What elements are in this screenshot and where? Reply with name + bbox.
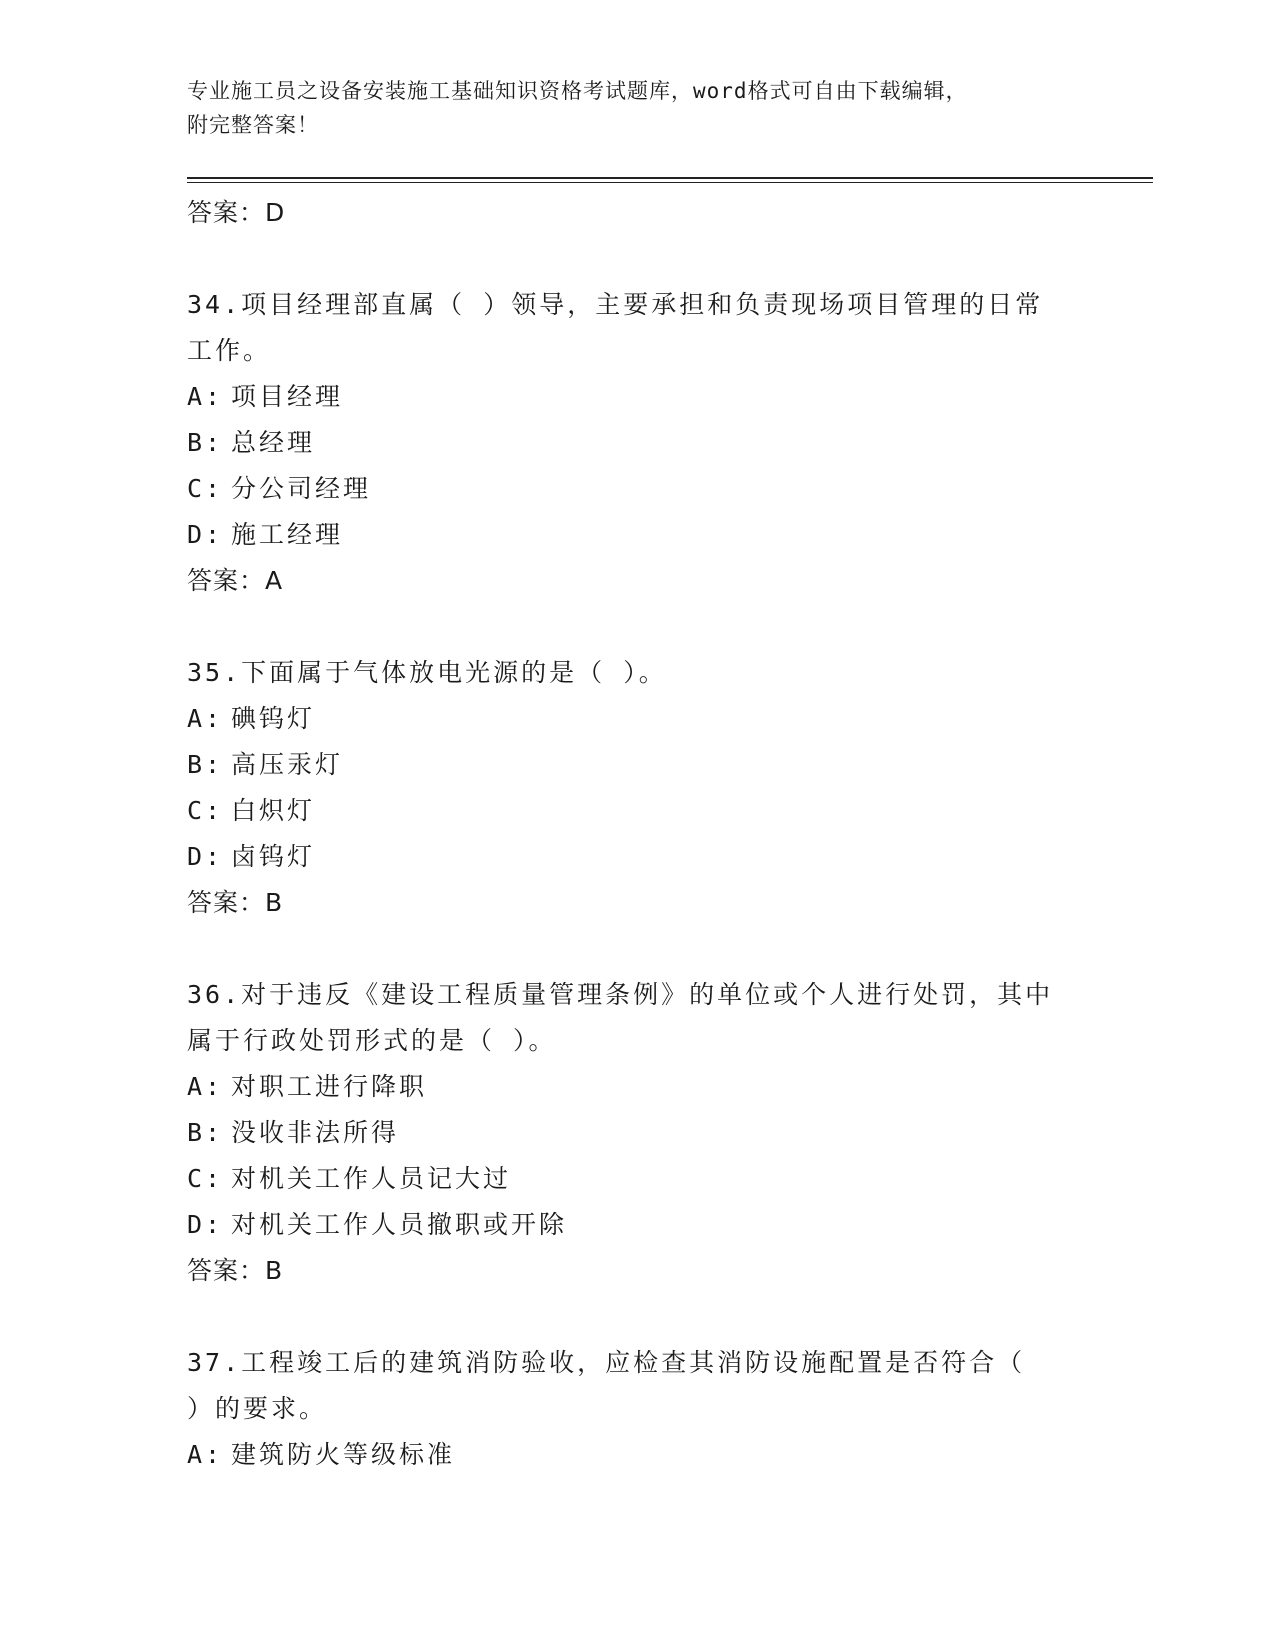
option-key: D:: [187, 842, 224, 871]
option-key: A:: [187, 1072, 224, 1101]
option-key: A:: [187, 382, 224, 411]
question-34: [187, 282, 1107, 604]
question-stem: [187, 972, 1107, 1064]
question-stem-line-2: ）的要求。: [187, 1394, 328, 1423]
option-text: 白炽灯: [231, 796, 316, 825]
option-text: 总经理: [231, 428, 316, 457]
option-c: [187, 1156, 1107, 1202]
option-key: C:: [187, 1164, 224, 1193]
question-37: [187, 1340, 1107, 1478]
option-b: [187, 1110, 1107, 1156]
option-d: [187, 512, 1107, 558]
answer-q34: 答案：A: [187, 566, 284, 595]
header-line-1: 专业施工员之设备安装施工基础知识资格考试题库，word格式可自由下载编辑，: [187, 79, 968, 103]
question-list: [187, 190, 1107, 1478]
option-text: 高压汞灯: [231, 750, 344, 779]
option-key: C:: [187, 796, 224, 825]
option-text: 项目经理: [231, 382, 344, 411]
option-c: [187, 788, 1107, 834]
option-text: 分公司经理: [231, 474, 372, 503]
answer-q35: 答案：B: [187, 888, 284, 917]
option-text: 碘钨灯: [231, 704, 316, 733]
question-stem-line-1: 34.项目经理部直属（ ）领导，主要承担和负责现场项目管理的日常: [187, 290, 1044, 319]
option-key: D:: [187, 1210, 224, 1239]
option-text: 对机关工作人员记大过: [231, 1164, 512, 1193]
option-a: [187, 696, 1107, 742]
option-a: [187, 1064, 1107, 1110]
question-36: [187, 972, 1107, 1294]
document-header: [187, 74, 1087, 142]
option-text: 对职工进行降职: [231, 1072, 428, 1101]
option-text: 施工经理: [231, 520, 344, 549]
question-stem: [187, 1340, 1107, 1432]
option-text: 建筑防火等级标准: [231, 1440, 456, 1469]
question-stem-line-2: 属于行政处罚形式的是（ ）。: [187, 1026, 557, 1055]
option-key: B:: [187, 750, 224, 779]
option-b: [187, 420, 1107, 466]
header-divider-thin: [187, 182, 1153, 183]
option-key: C:: [187, 474, 224, 503]
option-text: 对机关工作人员撤职或开除: [231, 1210, 568, 1239]
option-key: A:: [187, 704, 224, 733]
question-stem-line-2: 工作。: [187, 336, 272, 365]
question-35: [187, 650, 1107, 926]
answer-q33: 答案：D: [187, 198, 286, 227]
question-stem: [187, 650, 1107, 696]
option-key: D:: [187, 520, 224, 549]
header-divider-thick: [187, 177, 1153, 179]
option-key: B:: [187, 428, 224, 457]
question-stem-line-1: 37.工程竣工后的建筑消防验收，应检查其消防设施配置是否符合（: [187, 1348, 1026, 1377]
option-a: [187, 374, 1107, 420]
option-text: 卤钨灯: [231, 842, 316, 871]
question-stem: [187, 282, 1107, 374]
header-line-2: 附完整答案！: [187, 113, 319, 137]
option-a: [187, 1432, 1107, 1478]
answer-q36: 答案：B: [187, 1256, 284, 1285]
option-key: B:: [187, 1118, 224, 1147]
question-stem-line-1: 35.下面属于气体放电光源的是（ ）。: [187, 658, 667, 687]
question-stem-line-1: 36.对于违反《建设工程质量管理条例》的单位或个人进行处罚，其中: [187, 980, 1054, 1009]
option-d: [187, 1202, 1107, 1248]
option-c: [187, 466, 1107, 512]
option-key: A:: [187, 1440, 224, 1469]
option-text: 没收非法所得: [231, 1118, 400, 1147]
option-b: [187, 742, 1107, 788]
option-d: [187, 834, 1107, 880]
